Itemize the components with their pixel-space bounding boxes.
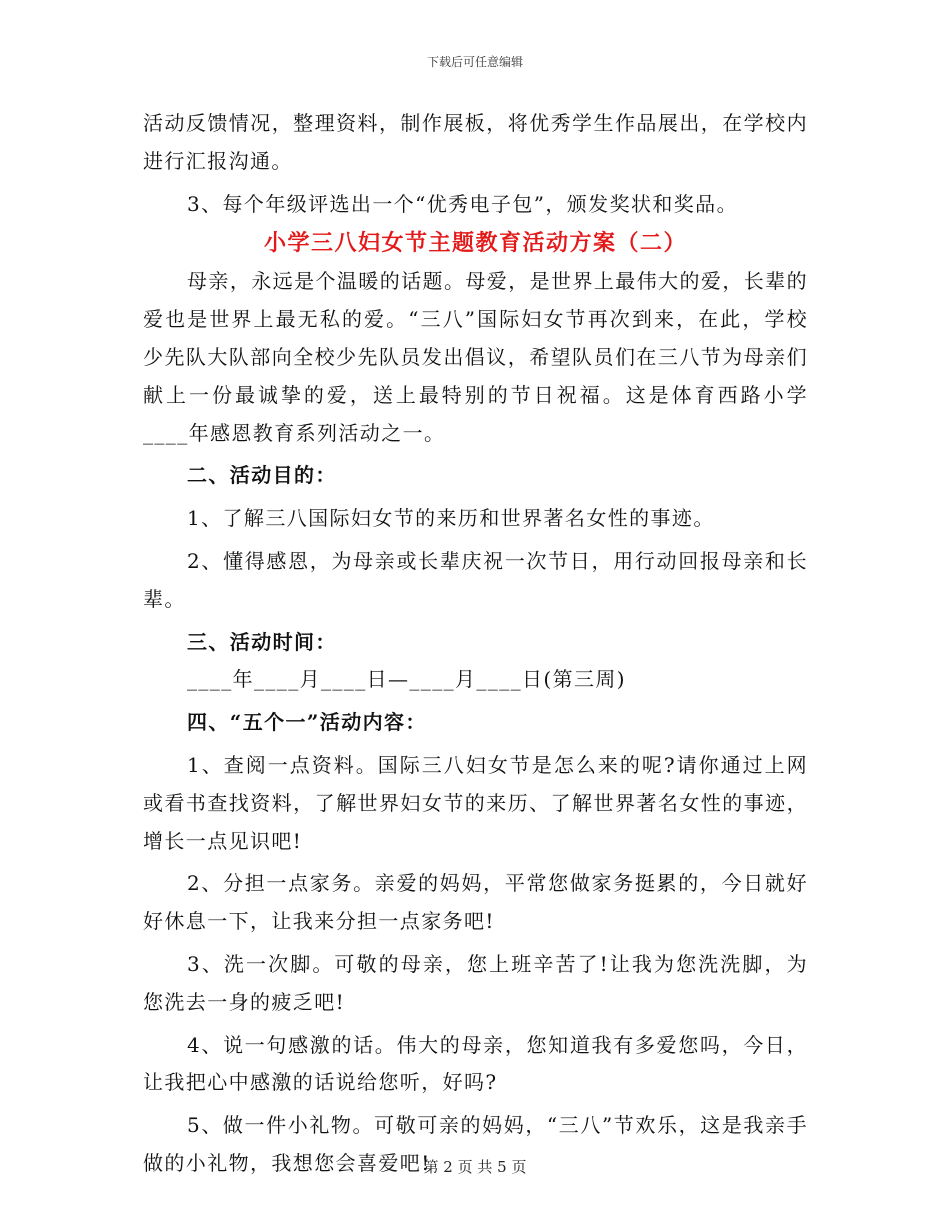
paragraph-activity-5: 5、做一件小礼物。可敬可亲的妈妈，“三八”节欢乐，这是我亲手做的小礼物，我想您会喜爱吧!	[143, 1113, 808, 1175]
page-footer: 第 2 页 共 5 页	[423, 1158, 527, 1176]
paragraph-activity-1: 1、查阅一点资料。国际三八妇女节是怎么来的呢?请你通过上网或看书查找资料，了解世界妇女节的来历、了解世界著名女性的事迹，增长一点见识吧!	[143, 752, 808, 853]
heading-time: 三、活动时间：	[187, 629, 337, 654]
paragraph-purpose-1: 1、了解三八国际妇女节的来历和世界著名女性的事迹。	[187, 506, 715, 531]
paragraph-purpose-2: 2、懂得感恩，为母亲或长辈庆祝一次节日，用行动回报母亲和长辈。	[143, 548, 808, 611]
section-title: 小学三八妇女节主题教育活动方案（二）	[263, 230, 687, 257]
paragraph-activity-4: 4、说一句感激的话。伟大的母亲，您知道我有多爱您吗，今日，让我把心中感激的话说给您听，好吗?	[143, 1032, 808, 1095]
paragraph-award: 3、每个年级评选出一个“优秀电子包”，颁发奖状和奖品。	[187, 191, 738, 216]
document-body	[143, 105, 808, 1183]
paragraph-feedback: 活动反馈情况，整理资料，制作展板，将优秀学生作品展出，在学校内进行汇报沟通。	[143, 111, 808, 173]
heading-content: 四、“五个一”活动内容：	[187, 710, 427, 735]
paragraph-time: ____年____月____日—____月____日(第三周)	[187, 667, 627, 692]
paragraph-intro: 母亲，永远是个温暖的话题。母爱，是世界上最伟大的爱，长辈的爱也是世界上最无私的爱。“三八”国际妇女节再次到来，在此，学校少先队大队部向全校少先队员发出倡议，希望队员们在三八节为母亲们献上一份最诚挚的爱，送上最特别的节日祝福。这是体育西路小学____年感恩教育系列活动之一。	[143, 269, 808, 445]
heading-purpose: 二、活动目的：	[187, 463, 337, 488]
paragraph-activity-2: 2、分担一点家务。亲爱的妈妈，平常您做家务挺累的，今日就好好休息一下，让我来分担一点家务吧!	[143, 871, 808, 934]
page-header: 下载后可任意编辑	[426, 55, 523, 69]
paragraph-activity-3: 3、洗一次脚。可敬的母亲，您上班辛苦了!让我为您洗洗脚，为您洗去一身的疲乏吧!	[143, 951, 808, 1014]
